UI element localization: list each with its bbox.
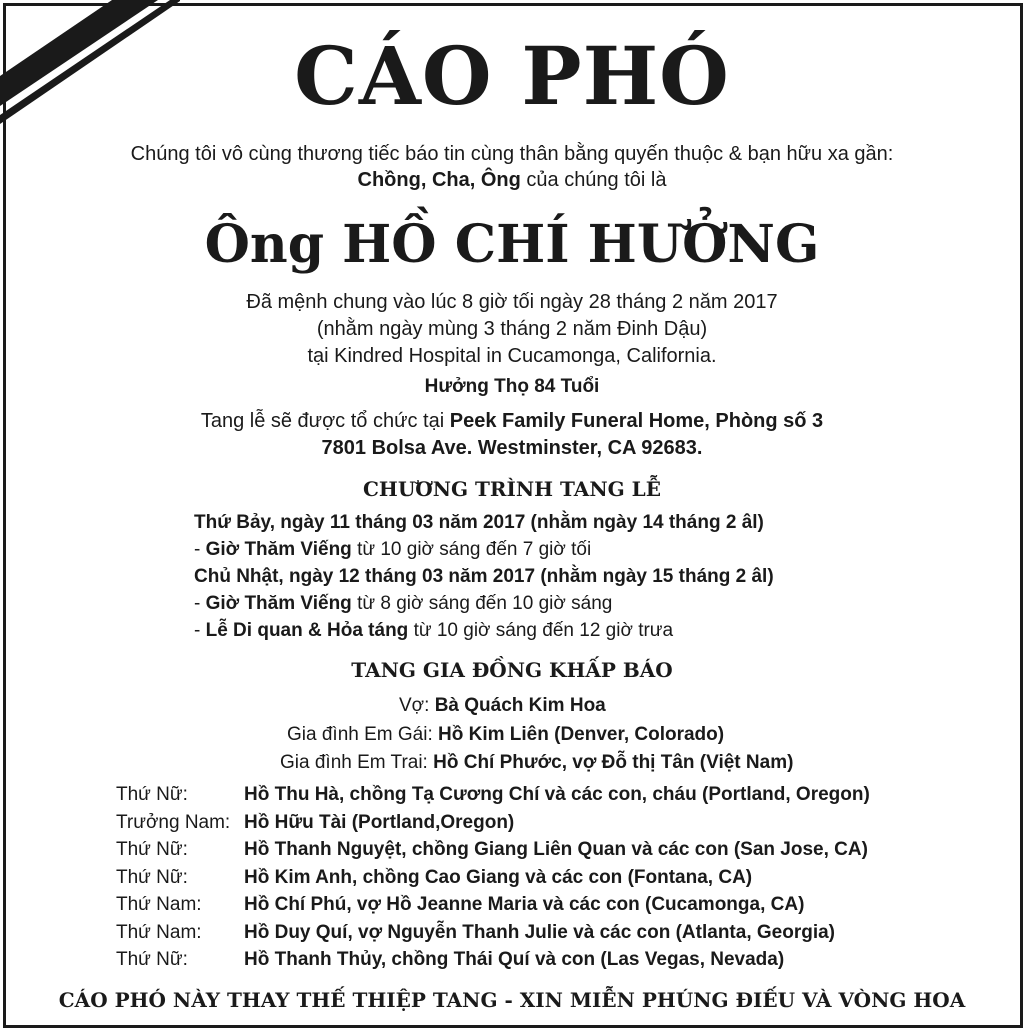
deceased-name: Ông HỒ CHÍ HƯỞNG <box>204 214 820 275</box>
list-item <box>116 946 870 974</box>
child-role: Thứ Nữ: <box>116 784 188 805</box>
list-item <box>116 809 870 837</box>
program-day-1: Thứ Bảy, ngày 11 tháng 03 năm 2017 (nhằm ngày 14 tháng 2 âl) <box>194 512 764 533</box>
sister-label: Gia đình Em Gái: <box>287 724 439 745</box>
child-name: Hồ Duy Quí, vợ Nguyễn Thanh Julie và các con (Atlanta, Georgia) <box>244 921 836 943</box>
family-heading: TANG GIA ĐỒNG KHẤP BÁO <box>351 658 673 682</box>
visitation-label: Giờ Thăm Viếng <box>205 539 352 560</box>
list-item <box>116 781 870 809</box>
funeral-prefix: Tang lễ sẽ được tổ chức tại <box>200 410 450 432</box>
program-day-2-cremation <box>194 617 673 644</box>
funeral-home: Peek Family Funeral Home, Phòng số 3 <box>449 410 824 432</box>
passing-date: Đã mệnh chung vào lúc 8 giờ tối ngày 28 tháng 2 năm 2017 <box>246 291 778 313</box>
age-line: Hưởng Thọ 84 Tuổi <box>424 376 600 397</box>
intro-relation <box>0 167 1024 193</box>
child-name: Hồ Thanh Thủy, chồng Thái Quí và con (Las Vegas, Nevada) <box>244 949 785 970</box>
child-name: Hồ Hữu Tài (Portland,Oregon) <box>244 811 515 833</box>
program-day-1-visitation <box>194 536 591 563</box>
children-list <box>116 781 870 974</box>
visitation-label: Giờ Thăm Viếng <box>205 593 352 614</box>
funeral-address: 7801 Bolsa Ave. Westminster, CA 92683. <box>321 437 703 459</box>
program-day-2: Chủ Nhật, ngày 12 tháng 03 năm 2017 (nhằm ngày 15 tháng 2 âl) <box>194 566 774 587</box>
bullet-dash: - <box>194 620 206 641</box>
wife-line <box>399 692 606 719</box>
program-heading: CHƯƠNG TRÌNH TANG LỄ <box>363 477 661 501</box>
list-item <box>116 864 870 892</box>
child-name: Hồ Kim Anh, chồng Cao Giang và các con (Fontana, CA) <box>244 866 753 888</box>
wife-label: Vợ: <box>399 695 435 716</box>
page-title: CÁO PHÓ <box>294 29 730 123</box>
wife-name: Bà Quách Kim Hoa <box>434 695 606 716</box>
relation-rest: của chúng tôi là <box>520 169 667 191</box>
intro-line: Chúng tôi vô cùng thương tiếc báo tin cùng thân bằng quyến thuộc & bạn hữu xa gần: <box>130 143 894 165</box>
child-role: Thứ Nữ: <box>116 866 188 888</box>
child-role: Thứ Nam: <box>116 921 202 943</box>
visitation-time: từ 10 giờ sáng đến 7 giờ tối <box>351 539 592 560</box>
sister-name: Hồ Kim Liên (Denver, Colorado) <box>438 724 725 745</box>
sister-line <box>287 721 724 748</box>
footer-note: CÁO PHÓ NÀY THAY THẾ THIỆP TANG - XIN MIỄN PHÚNG ĐIẾU VÀ VÒNG HOA <box>58 988 966 1012</box>
passing-place: tại Kindred Hospital in Cucamonga, California. <box>307 345 717 367</box>
child-name: Hồ Chí Phú, vợ Hồ Jeanne Maria và các con (Cucamonga, CA) <box>244 894 805 915</box>
child-name: Hồ Thu Hà, chồng Tạ Cương Chí và các con, cháu (Portland, Oregon) <box>244 784 870 805</box>
child-role: Thứ Nữ: <box>116 839 188 860</box>
brother-line <box>280 749 793 776</box>
child-role: Thứ Nam: <box>116 894 202 915</box>
list-item <box>116 891 870 919</box>
program-day-2-visitation <box>194 590 612 617</box>
child-role: Trưởng Nam: <box>116 811 231 833</box>
child-name: Hồ Thanh Nguyệt, chồng Giang Liên Quan và các con (San Jose, CA) <box>244 839 868 860</box>
relation-bold: Chồng, Cha, Ông <box>357 169 521 191</box>
visitation-time: từ 8 giờ sáng đến 10 giờ sáng <box>351 593 613 614</box>
lunar-date: (nhằm ngày mùng 3 tháng 2 năm Đinh Dậu) <box>316 318 708 340</box>
bullet-dash: - <box>194 539 206 560</box>
cremation-time: từ 10 giờ sáng đến 12 giờ trưa <box>408 620 674 641</box>
funeral-location <box>0 408 1024 434</box>
brother-name: Hồ Chí Phước, vợ Đỗ thị Tân (Việt Nam) <box>433 752 794 773</box>
bullet-dash: - <box>194 593 206 614</box>
child-role: Thứ Nữ: <box>116 949 188 970</box>
list-item <box>116 919 870 947</box>
brother-label: Gia đình Em Trai: <box>280 752 434 773</box>
cremation-label: Lễ Di quan & Hỏa táng <box>205 620 409 641</box>
list-item <box>116 836 870 864</box>
